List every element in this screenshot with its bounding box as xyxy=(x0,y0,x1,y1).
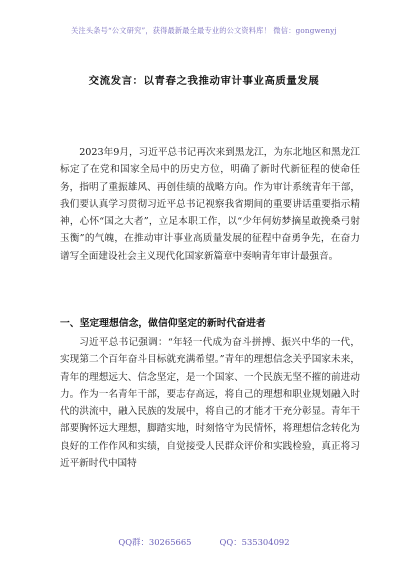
intro-paragraph: 2023年9月，习近平总书记再次来到黑龙江，为东北地区和黑龙江标定了在党和国家全局中的历史方位，明确了新时代新征程的使命任务，指明了重振雄风、再创佳绩的战略方向。作为审计系统青年干部，我们要认真学习贯彻习近平总书记视察我省期间的重要讲话重要指示精神，心怀“国之大者”，立足本职工作，以“少年何妨梦摘星敢挽桑弓射玉衡”的气魄，在推动审计事业高质量发展的征程中奋勇争先，在奋力谱写全面建设社会主义现代化国家新篇章中奏响青年审计最强音。 xyxy=(60,147,360,262)
intro-section xyxy=(60,144,360,265)
section-1-paragraph: 习近平总书记强调：“年轻一代成为奋斗拼搏、振兴中华的一代，实现第二个百年奋斗目标就充满希望。”青年的理想信念关乎国家未来，青年的理想远大、信念坚定，是一个国家、一个民族无坚不摧的前进动力。作为一名青年干部，要志存高远，将自己的理想和职业规划融入时代的洪流中，融入民族的发展中，将自己的才能才干充分彰显。青年干部要胸怀远大理想，脚踏实地，时刻恪守为民情怀，将理想信念转化为良好的工作作风和实绩，自觉接受人民群众评价和实践检验，真正将习近平新时代中国特 xyxy=(60,337,360,470)
header-banner: 关注头条号“公文研究”，获得最新最全最专业的公文资料库！ 微信：gongwenyj xyxy=(71,26,337,35)
footer xyxy=(0,536,408,548)
section-heading: 一、坚定理想信念，做信仰坚定的新时代奋进者 xyxy=(60,318,266,329)
document-title: 交流发言：以青春之我推动审计事业高质量发展 xyxy=(88,75,320,87)
footer-qq: QQ：535304092 xyxy=(219,537,290,547)
footer-qq-group: QQ群：30265665 xyxy=(118,537,192,547)
section-1-body xyxy=(60,334,360,472)
